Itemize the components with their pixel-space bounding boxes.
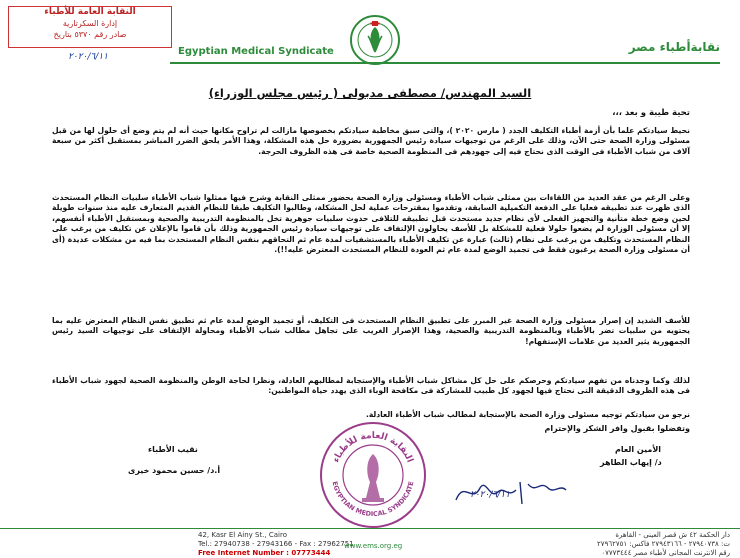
syndicate-arabic-name: نقابةأطباء مصر (628, 40, 720, 54)
syndicate-logo (349, 14, 401, 66)
footer-phone-en: Tel.: 27940738 - 27943166 - Fax : 27962751 (198, 540, 354, 548)
footer-address-en: 42, Kasr El Ainy St., Cairo (198, 531, 287, 539)
footer-free-internet: Free Internet Number : 07773444 (198, 549, 331, 557)
footer-website[interactable]: www.ems.org.eg (344, 542, 403, 550)
paragraph-3: للأسف الشديد إن إصرار مسئولى وزارة الصحة غير المبرر على تطبيق النظام المستحدث فى التكليف، أو تجميد الوضع لمدة عام ثم تطبيق نفس النظام المعترض عليه بما يحتويه من سلبيات تضر بالأطباء وبالمنظومة التدريبية والصحية، وهذا الإصرار الغريب على تجاهل مطالب شباب الأطباء ومحاولة الإلتفاف على توجيهات السيد رئيس الجمهورية يثير العديد من علامات الإستفهام! (52, 316, 690, 346)
syndicate-seal (318, 420, 428, 530)
paragraph-5: نرجو من سيادتكم توجيه مسئولى وزارة الصحة بالإستجابة لمطالب شباب الأطباء العادلة. (365, 410, 690, 419)
stamp-line-1: النقابة العامة للأطباء (44, 7, 136, 17)
stamp-line-2: إدارة السكرتارية (62, 19, 118, 28)
footer-free-ar: رقم الانترنت المجانى لأطباء مصر ٠٧٧٧٣٤٤٤ (601, 549, 730, 557)
letter-closing: وتفضلوا بقبول وافر الشكر والإحترام (544, 424, 690, 433)
paragraph-4: لذلك وكما وجدناه من تفهم سيادتكم وحرصكم على حل كل مشاكل شباب الأطباء والإستجابة لمطالبهم العادلة، ونظرا لحاجة الوطن والمنظومة الصحية لجهود شباب الأطباء فى هذه الظروف الدقيقة التى نحتاج فيها لجهود كل طبيب للمشاركة فى مكافحة الوباء الذى يهدد حياة المواطنين: (52, 376, 690, 396)
footer-phone-ar: ت: ٢٧٩٤٠٧٣٨ - ٢٧٩٤٣١٦٦ فاكس: ٢٧٩٦٢٧٥١ (597, 540, 730, 548)
stamp-handwritten-number: ٢٠٢٠/٦/١١ (68, 52, 108, 62)
syndicate-head-name: أ.د/ حسين محمود خيرى (128, 466, 221, 475)
signature-date: ٢٠٢٠/٦/١١ (470, 490, 510, 500)
seal-english-text: EGYPTIAN MEDICAL SYNDICATE (330, 480, 416, 519)
handwritten-signature (450, 470, 570, 510)
paragraph-1: نحيط سيادتكم علما بأن أزمة أطباء التكليف الجدد ( مارس ٢٠٢٠ )، والتى سبق مخاطبة سيادتكم بخصوصها مازالت لم تراوح مكانها حيث أنه لم يتم وضع أى حلول لها من قبل مسئولى وزارة الصحة حتى الآن، وذلك على الرغم من توجيهات سيادة رئيس الجمهورية بضرورة حل هذه المشكلة، وهذا الأمر يلحق الضرر المباشر بمستقبل أكثر من سبعة آلاف من شباب الأطباء فى الوقت الذى نحتاج فيه إلى جهودهم فى المنظومة الصحية خاصة فى هذه الظروف الحرجة. (52, 126, 690, 156)
footer-contact-english (198, 531, 354, 558)
secretary-general-title: الأمين العام (615, 445, 662, 454)
syndicate-english-name: Egyptian Medical Syndicate (178, 46, 334, 57)
header-divider (170, 62, 720, 64)
syndicate-head-title: نقيب الأطباء (148, 445, 198, 454)
footer-contact-arabic (445, 531, 730, 558)
footer-divider (0, 528, 740, 529)
letter-greeting: تحية طيبة و بعد ،،، (612, 108, 690, 118)
outgoing-stamp (8, 6, 172, 48)
secretary-general-name: د/ إيهاب الطاهر (600, 458, 662, 467)
stamp-line-3: صادر رقم ٥٣٧٠ بتاريخ (53, 30, 127, 39)
footer-address-ar: دار الحكمة ٤٢ ش قصر العينى - القاهرة (615, 531, 730, 539)
letter-recipient-title: السيد المهندس/ مصطفى مدبولى ( رئيس مجلس الوزراء) (208, 86, 532, 100)
seal-arabic-text: النقابة العامة للأطباء (331, 430, 415, 465)
paragraph-2: وعلى الرغم من عقد العديد من اللقاءات بين ممثلى شباب الأطباء ومسئولى وزارة الصحة بحضور ممثلى النقابة وشرح فيها ممثلوا شباب الأطباء سلبيات النظام المستحدث الذى ظهرت عند تطبيقه فعليا على الدفعة التكميلية السابقة، وتقدموا بمقترحات عملية لحل المشكلة، وطالبوا التكليف طبقا للنظام القديم المتعارف عليه منذ سنوات طويلة لحين وضع خطة متأنية والتجهيز الفعلى لأى نظام جديد مستحدث قبل تطبيقه للتلافى حدوث سلبيات جوهرية تخل بالمنظومة التدريبية والصحية وبمستقبل الأطباء أنفسهم، إلا أن مسئولى الوزارة لم يضعوا حلولا فعلية للمشكلة بل للأسف يحاولون الإلتفاف على توجيهات سيادة رئيس الجمهورية وذلك بأن قاموا بالإعلان عن تكليف من يرغب على النظام المستحدث وتكليف من يرغب على نظام (ثالث) عبارة عن تكليف الأطباء بالمستشفيات لمدة عام ثم التحاقهم بنفس النظام المستحدث بما فيه من مشكلات عديدة (أى أن مسئولى وزارة الصحة يرغبون فقط فى تجميد الوضع لمدة عام ثم العودة للنظام المستحدث المعترض عليه!!). (52, 193, 690, 255)
